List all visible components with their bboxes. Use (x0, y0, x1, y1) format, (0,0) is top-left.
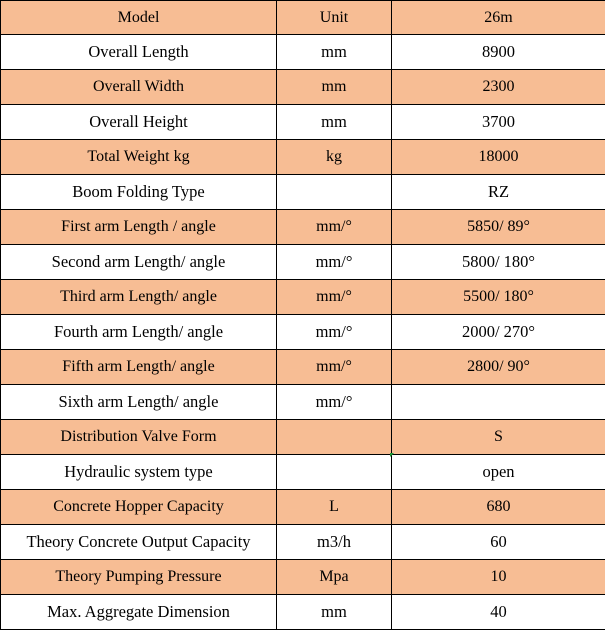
parameter-cell: Fourth arm Length/ angle (1, 315, 277, 350)
parameter-cell: Sixth arm Length/ angle (1, 385, 277, 420)
value-cell: 3700 (392, 105, 605, 140)
table-row (1, 420, 605, 455)
table-row (1, 525, 605, 560)
table-row (1, 175, 605, 210)
parameter-cell: Concrete Hopper Capacity (1, 490, 277, 525)
parameter-cell: Overall Height (1, 105, 277, 140)
value-cell: RZ (392, 175, 605, 210)
value-cell: 680 (392, 490, 605, 525)
parameter-cell: Second arm Length/ angle (1, 245, 277, 280)
parameter-cell: Boom Folding Type (1, 175, 277, 210)
parameter-cell: Theory Pumping Pressure (1, 560, 277, 595)
unit-cell: mm/° (277, 385, 392, 420)
unit-cell: mm/° (277, 210, 392, 245)
table-row (1, 315, 605, 350)
unit-cell: mm (277, 595, 392, 630)
unit-cell (277, 175, 392, 210)
parameter-cell: Fifth arm Length/ angle (1, 350, 277, 385)
unit-cell (277, 455, 392, 490)
value-cell: 8900 (392, 35, 605, 70)
table-row (1, 455, 605, 490)
value-cell: 2800/ 90° (392, 350, 605, 385)
value-cell: open (392, 455, 605, 490)
value-cell: 2300 (392, 70, 605, 105)
unit-cell: mm (277, 105, 392, 140)
table-row (1, 350, 605, 385)
table-row (1, 70, 605, 105)
unit-cell: L (277, 490, 392, 525)
table-row (1, 385, 605, 420)
unit-cell: mm/° (277, 350, 392, 385)
unit-cell: mm/° (277, 245, 392, 280)
value-cell: 26m (392, 1, 605, 35)
table-row (1, 35, 605, 70)
value-cell (392, 385, 605, 420)
unit-cell (277, 420, 392, 455)
value-cell: 5850/ 89° (392, 210, 605, 245)
unit-cell: kg (277, 140, 392, 175)
table-row (1, 595, 605, 630)
table-row (1, 210, 605, 245)
unit-cell: mm (277, 35, 392, 70)
spec-table-body (1, 1, 605, 630)
unit-cell: mm/° (277, 315, 392, 350)
parameter-cell: Hydraulic system type (1, 455, 277, 490)
parameter-cell: Theory Concrete Output Capacity (1, 525, 277, 560)
parameter-cell: Distribution Valve Form (1, 420, 277, 455)
parameter-cell: Overall Width (1, 70, 277, 105)
value-cell: 60 (392, 525, 605, 560)
table-row (1, 140, 605, 175)
table-row (1, 560, 605, 595)
parameter-cell: Max. Aggregate Dimension (1, 595, 277, 630)
unit-cell: m3/h (277, 525, 392, 560)
value-cell: 5800/ 180° (392, 245, 605, 280)
table-row (1, 280, 605, 315)
value-cell: 10 (392, 560, 605, 595)
unit-cell: mm (277, 70, 392, 105)
parameter-cell: First arm Length / angle (1, 210, 277, 245)
parameter-cell: Total Weight kg (1, 140, 277, 175)
table-row (1, 105, 605, 140)
parameter-cell: Overall Length (1, 35, 277, 70)
value-cell: 18000 (392, 140, 605, 175)
parameter-cell: Third arm Length/ angle (1, 280, 277, 315)
table-row (1, 245, 605, 280)
value-cell: 2000/ 270° (392, 315, 605, 350)
parameter-cell: Model (1, 1, 277, 35)
value-cell: S (392, 420, 605, 455)
unit-cell: Unit (277, 1, 392, 35)
table-row (1, 490, 605, 525)
table-row (1, 1, 605, 35)
unit-cell: Mpa (277, 560, 392, 595)
unit-cell: mm/° (277, 280, 392, 315)
value-cell: 5500/ 180° (392, 280, 605, 315)
value-cell: 40 (392, 595, 605, 630)
